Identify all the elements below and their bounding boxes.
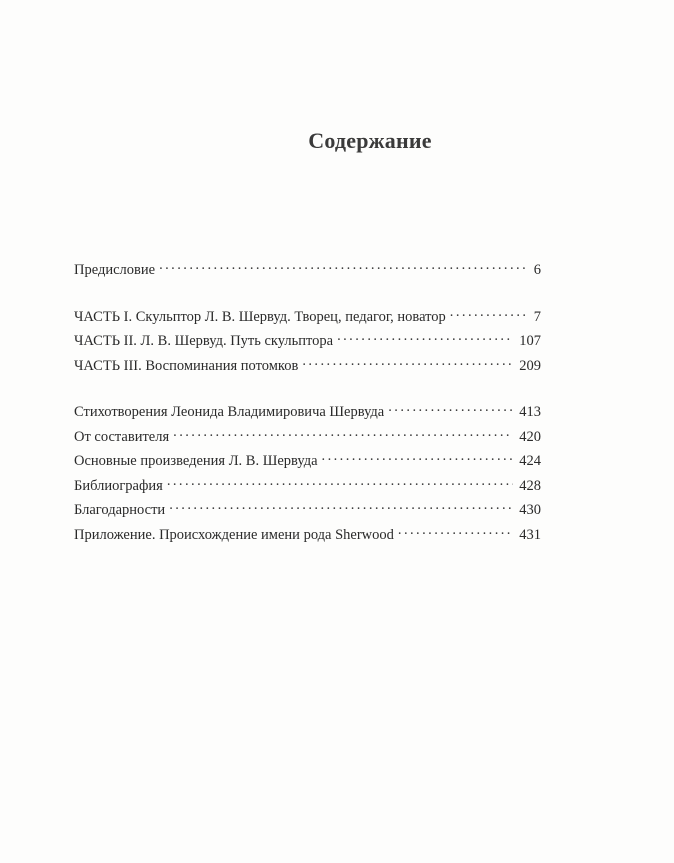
toc-entry-label: ЧАСТЬ II. Л. В. Шервуд. Путь скульптора [74, 333, 334, 349]
toc-entry-label: ЧАСТЬ III. Воспоминания потомков [74, 357, 299, 374]
dot-leader [337, 327, 513, 345]
toc-entry-page: 420 [519, 428, 541, 445]
toc-entry-label: Стихотворения Леонида Владимировича Шервуда [74, 404, 385, 420]
dot-leader [450, 303, 528, 321]
toc-entry[interactable] [74, 398, 541, 423]
toc-entry-label: ЧАСТЬ I. Скульптор Л. В. Шервуд. Творец, педагог, новатор [74, 308, 446, 325]
toc-group-preface [74, 256, 541, 281]
toc-entry[interactable] [74, 256, 541, 281]
toc-entry-page: 424 [519, 453, 541, 469]
toc-group-appendices [74, 398, 541, 545]
toc-entry-label: Приложение. Происхождение имени рода Sherwood [74, 526, 394, 543]
toc-entry-page: 107 [519, 333, 541, 349]
dot-leader [159, 256, 528, 274]
dot-leader [322, 447, 514, 465]
dot-leader [169, 496, 513, 514]
toc-entry-label: Основные произведения Л. В. Шервуда [74, 453, 318, 469]
toc-entry-page: 209 [519, 357, 541, 374]
page-title: Содержание [308, 128, 432, 153]
toc-entry[interactable] [74, 496, 541, 521]
toc-entry-label: Библиография [74, 477, 163, 494]
toc-entry[interactable] [74, 303, 541, 328]
toc-entry[interactable] [74, 521, 541, 546]
dot-leader [398, 521, 513, 539]
toc-entry-label: Предисловие [74, 262, 156, 278]
toc-entry[interactable] [74, 472, 541, 497]
toc-entry-page: 7 [533, 308, 541, 325]
dot-leader [302, 352, 513, 370]
toc-entry-label: Благодарности [74, 502, 166, 518]
toc-entry-page: 431 [519, 526, 541, 543]
toc-entry[interactable] [74, 447, 541, 472]
table-of-contents [74, 256, 541, 567]
toc-entry-page: 413 [519, 404, 541, 420]
toc-entry-page: 428 [519, 477, 541, 494]
toc-entry[interactable] [74, 423, 541, 448]
dot-leader [173, 423, 513, 441]
dot-leader [388, 398, 513, 416]
dot-leader [167, 472, 513, 490]
toc-group-parts [74, 303, 541, 377]
toc-entry-label: От составителя [74, 428, 170, 445]
toc-entry[interactable] [74, 327, 541, 352]
toc-entry-page: 430 [519, 502, 541, 518]
toc-entry-page: 6 [533, 262, 541, 278]
toc-entry[interactable] [74, 352, 541, 377]
